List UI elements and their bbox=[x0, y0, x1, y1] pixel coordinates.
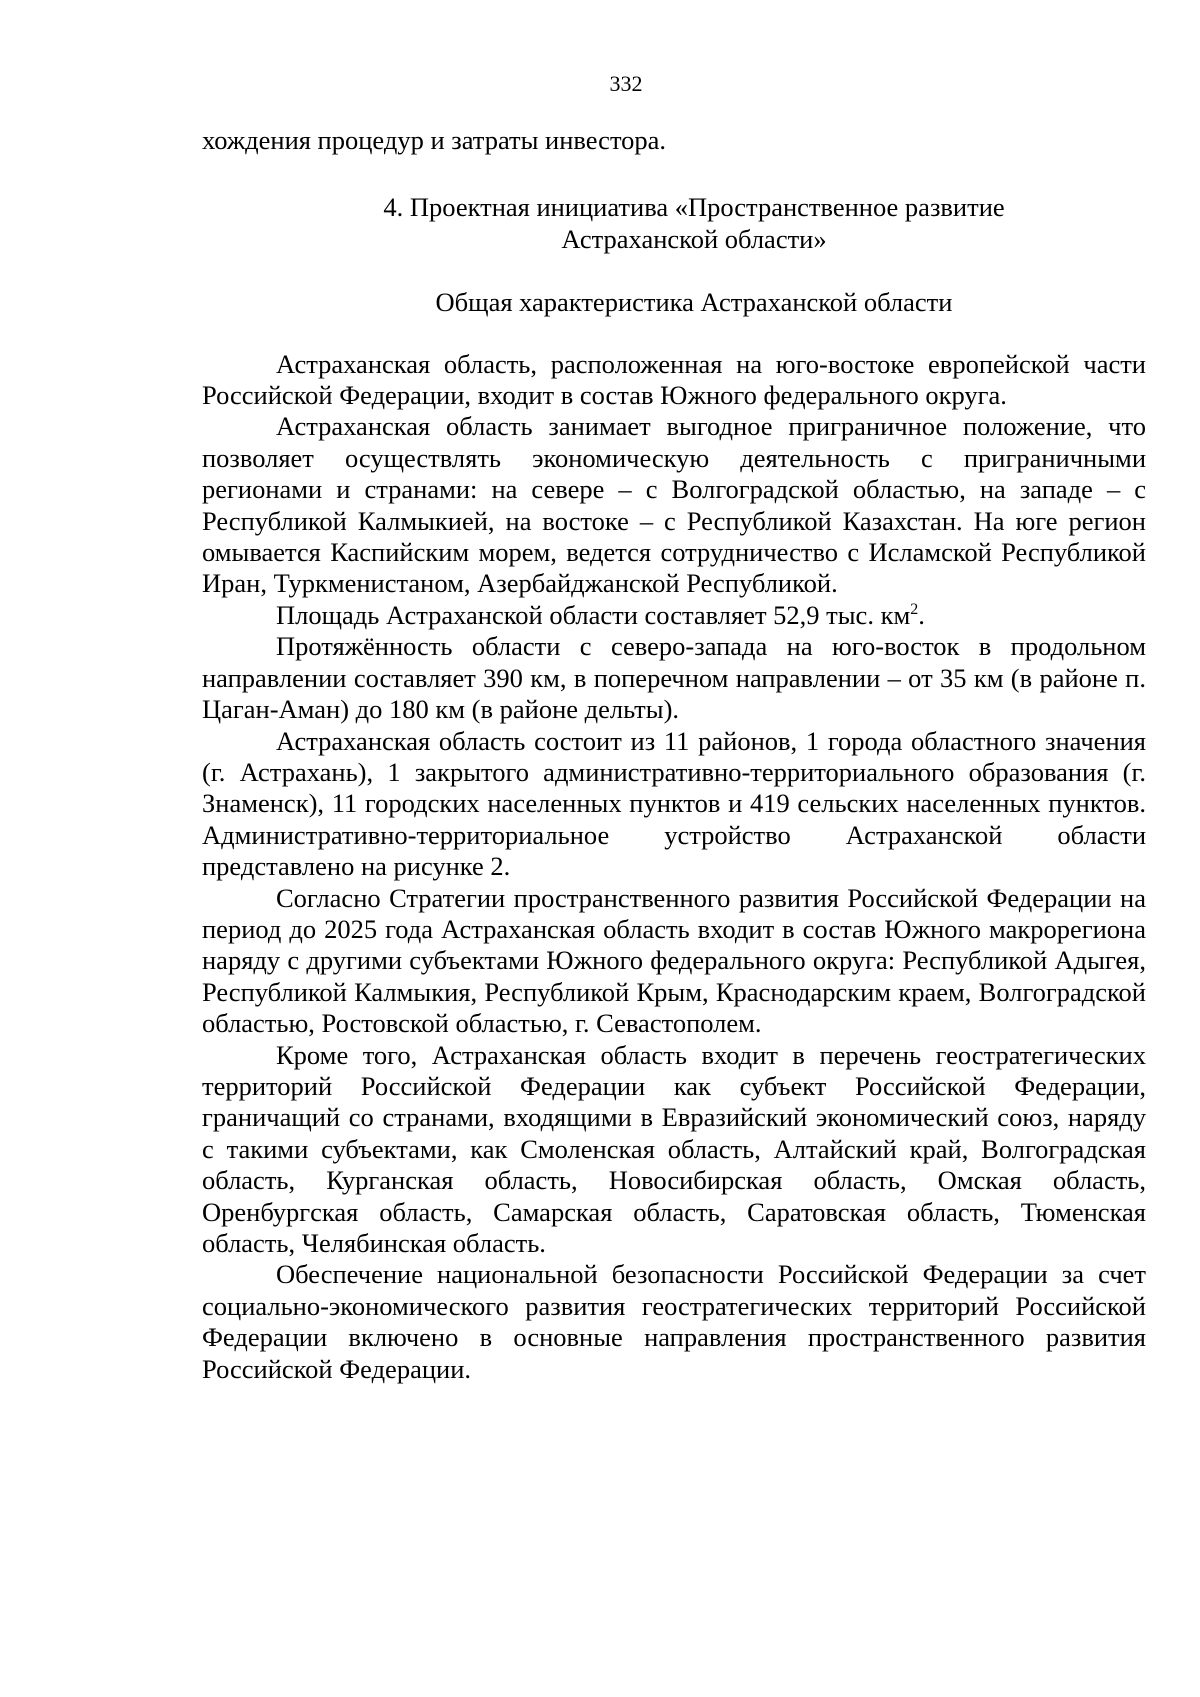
paragraph-security: Обеспечение национальной безопасности Российской Федерации за счет социально-экономического развития геостратегических территорий Российской Федерации включено в основные направления пространственного развития Российской Федерации. bbox=[202, 1259, 1146, 1384]
area-end: . bbox=[918, 599, 925, 630]
paragraph-border-position: Астраханская область занимает выгодное приграничное положение, что позволяет осуществлять экономическую деятельность с приграничными регионами и странами: на севере – с Волгоградской областью, на западе – с Республикой Калмыкией, на востоке – с Республикой Казахстан. На юге регион омывается Каспийским морем, ведется сотрудничество с Исламской Республикой Иран, Туркменистаном, Азербайджанской Республикой. bbox=[202, 411, 1146, 599]
section-heading bbox=[202, 192, 1146, 255]
page-number: 332 bbox=[609, 71, 643, 96]
paragraph-geostrategic: Кроме того, Астраханская область входит в перечень геостратегических территорий Российской Федерации как субъект Российской Федерации, граничащий со странами, входящими в Евразийский экономический союз, наряду с такими субъектами, как Смоленская область, Алтайский край, Волгоградская область, Курганская область, Новосибирская область, Омская область, Оренбургская область, Самарская область, Саратовская область, Тюменская область, Челябинская область. bbox=[202, 1039, 1146, 1258]
area-text: Площадь Астраханской области составляет 52,9 тыс. км bbox=[276, 599, 911, 630]
subheading: Общая характеристика Астраханской области bbox=[435, 287, 953, 318]
section-heading-line-1: 4. Проектная инициатива «Пространственное развитие bbox=[383, 192, 1005, 223]
paragraph-location: Астраханская область, расположенная на юго-востоке европейской части Российской Федерации, входит в состав Южного федерального округа. bbox=[202, 348, 1146, 411]
section-heading-line-2: Астраханской области» bbox=[561, 223, 827, 254]
paragraph-strategy: Согласно Стратегии пространственного развития Российской Федерации на период до 2025 года Астраханская область входит в состав Южного макрорегиона наряду с другими субъектами Южного федерального округа: Республикой Адыгея, Республикой Калмыкия, Республикой Крым, Краснодарским краем, Волгоградской областью, Ростовской областью, г. Севастополем. bbox=[202, 882, 1146, 1039]
page-content bbox=[202, 125, 1146, 1385]
paragraph-administrative: Астраханская область состоит из 11 районов, 1 города областного значения (г. Астрахань), 1 закрытого административно-территориального образования (г. Знаменск), 11 городских населенных пунктов и 419 сельских населенных пунктов. Административно-территориальное устройство Астраханской области представлено на рисунке 2. bbox=[202, 725, 1146, 882]
area-superscript: 2 bbox=[910, 601, 919, 619]
continuation-text: хождения процедур и затраты инвестора. bbox=[202, 125, 667, 155]
paragraph-extent: Протяжённость области с северо-запада на юго-восток в продольном направлении составляет 390 км, в поперечном направлении – от 35 км (в районе п. Цаган-Аман) до 180 км (в районе дельты). bbox=[202, 631, 1146, 725]
paragraph-area bbox=[202, 600, 1146, 631]
